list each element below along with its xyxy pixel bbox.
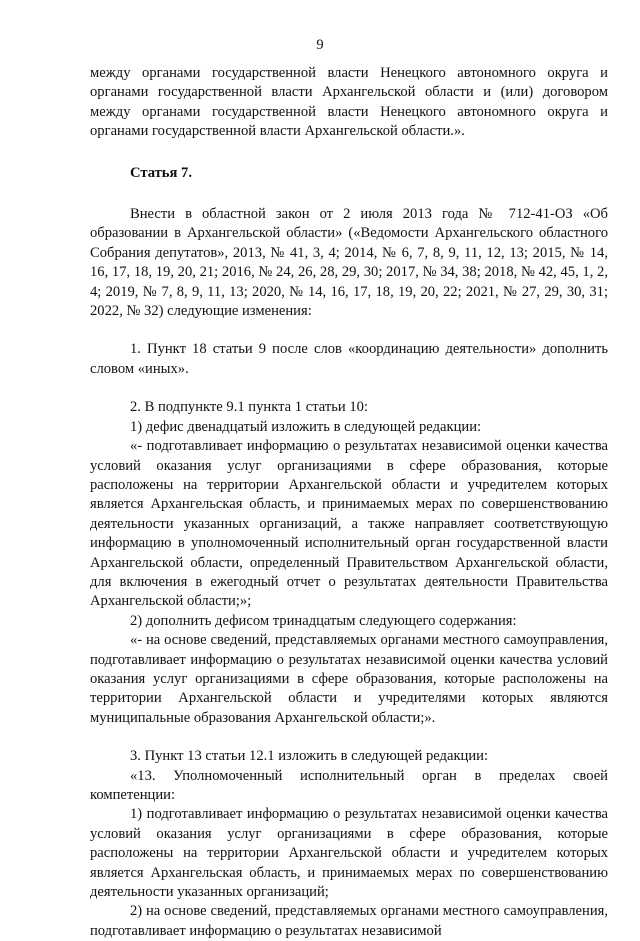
paragraph-item-3: 3. Пункт 13 статьи 12.1 изложить в следующей редакции: (130, 748, 489, 765)
paragraph-dash-13: «- на основе сведений, представляемых органами местного самоуправления, подготавливает информацию о результатах независимой оценки качества условий оказания услуг организациями в сфере образования, которые расположены на территории Архангельской области и учредителями которых являются муниципальные образования Архангельской области;». (90, 632, 608, 726)
paragraph-continuation: между органами государственной власти Ненецкого автономного округа и органами государственной власти Архангельской области и (или) договором между органами государственной власти Ненецкого автономного округа и органами государственной власти Архангельской области.». (90, 65, 608, 140)
paragraph-item-1: 1. Пункт 18 статьи 9 после слов «координацию деятельности» дополнить словом «иных». (90, 341, 608, 377)
article-heading: Статья 7. (130, 164, 192, 181)
page-number: 9 (316, 37, 324, 53)
paragraph-item-2: 2. В подпункте 9.1 пункта 1 статьи 10: (130, 399, 369, 416)
paragraph-amendment-intro: Внести в областной закон от 2 июля 2013 года № 712-41-ОЗ «Об образовании в Архангельской области» («Ведомости Архангельского областного Собрания депутатов», 2013, № 41, 3, 4; 2014, № 6, 7, 8, 9, 11, 12, 13; 2015, № 14, 16, 17, 18, 19, 20, 21; 2016, № 24, 26, 28, 29, 30; 2017, № 34, 38; 2018, № 42, 45, 1, 2, 4; 2019, № 7, 8, 9, 11, 13; 2020, № 14, 16, 17, 18, 19, 20, 22; 2021, № 27, 29, 30, 31; 2022, № 32) следующие изменения: (90, 206, 608, 320)
paragraph-point-13: «13. Уполномоченный исполнительный орган в пределах своей компетенции: (90, 767, 608, 803)
paragraph-point-13-2: 2) на основе сведений, представляемых органами местного самоуправления, подготавливает информацию о результатах независимой (90, 903, 608, 939)
paragraph-point-13-1: 1) подготавливает информацию о результатах независимой оценки качества условий оказания услуг организациями в сфере образования, которые расположены на территории Архангельской области и учредителем которых является Архангельская область, и принимаемых мерах по совершенствованию деятельности указанных организаций; (90, 806, 608, 901)
paragraph-subitem-1: 1) дефис двенадцатый изложить в следующей редакции: (130, 418, 482, 435)
paragraph-subitem-2: 2) дополнить дефисом тринадцатым следующего содержания: (130, 612, 517, 629)
document-body (90, 64, 608, 941)
paragraph-dash-12: «- подготавливает информацию о результатах независимой оценки качества условий оказания услуг организациями в сфере образования, которые расположены на территории Архангельской области и учредителем которых является Архангельская область, и принимаемых мерах по совершенствованию деятельности указанных организаций, а также направляет соответствующую информацию в уполномоченный исполнительный орган государственной власти Архангельской области, определенный Правительством Архангельской области, для включения в ежегодный отчет о результатах деятельности Правительства Архангельской области;»; (90, 438, 608, 610)
